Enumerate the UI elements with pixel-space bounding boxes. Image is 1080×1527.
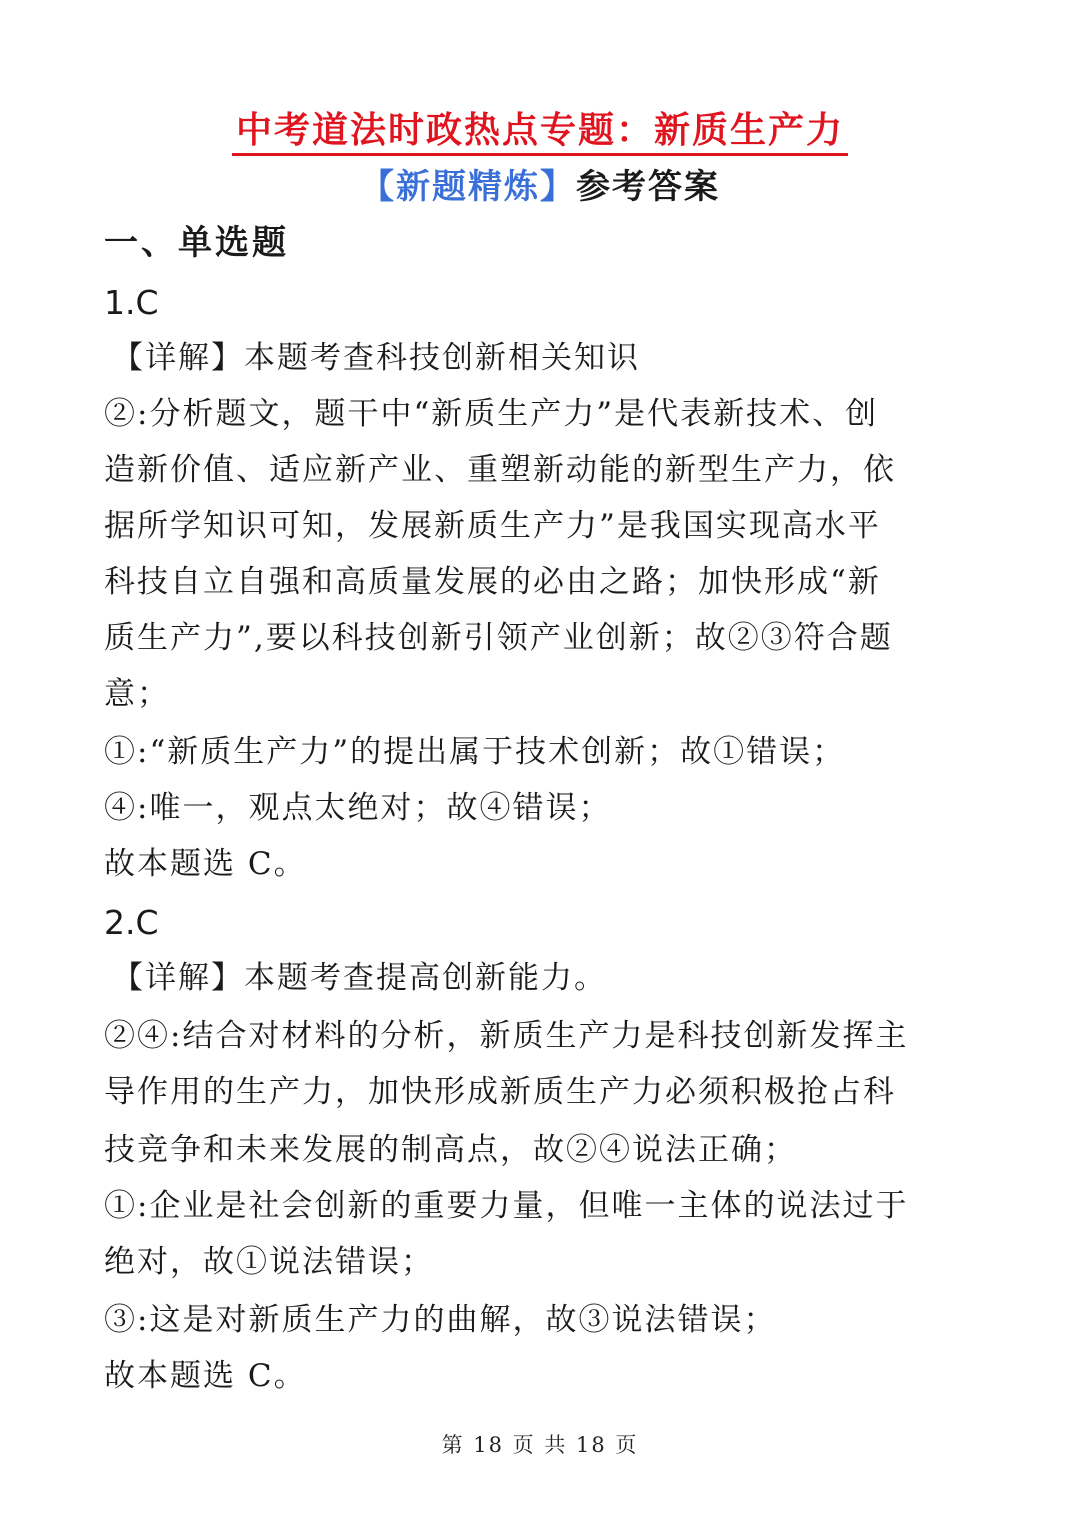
- question-1-answer: 1.C: [104, 283, 159, 322]
- question-1-conclusion: 故本题选 C。: [104, 846, 307, 882]
- page-footer: 第 18 页 共 18 页: [441, 1433, 639, 1457]
- question-2-explanation-line: 绝对，故①说法错误；: [104, 1244, 434, 1280]
- section-heading: 一、单选题: [104, 223, 289, 263]
- question-2-explanation-line: 导作用的生产力，加快形成新质生产力必须积极抢占科: [104, 1074, 896, 1110]
- question-1-explanation-line: 【详解】本题考查科技创新相关知识: [112, 340, 640, 376]
- question-1-explanation-line: 科技自立自强和高质量发展的必由之路；加快形成“新: [104, 564, 881, 600]
- question-1-explanation-line: ①:“新质生产力”的提出属于技术创新；故①错误；: [104, 734, 846, 770]
- question-2-conclusion: 故本题选 C。: [104, 1358, 307, 1394]
- question-2-explanation-line: ③:这是对新质生产力的曲解，故③说法错误；: [104, 1302, 777, 1338]
- question-1-explanation-line: ④:唯一，观点太绝对；故④错误；: [104, 790, 612, 826]
- question-1-explanation-line: 质生产力”,要以科技创新引领产业创新；故②③符合题: [104, 620, 893, 656]
- question-1-explanation-line: 据所学知识可知，发展新质生产力”是我国实现高水平: [104, 508, 881, 544]
- subtitle-bracket-label: 【新题精炼】: [360, 167, 576, 207]
- document-subtitle: [0, 162, 1080, 212]
- question-1-explanation-line: 意；: [104, 676, 170, 712]
- question-2-explanation-line: ②④:结合对材料的分析，新质生产力是科技创新发挥主: [104, 1018, 909, 1054]
- question-1-explanation-line: ②:分析题文，题干中“新质生产力”是代表新技术、创: [104, 396, 879, 432]
- question-2-explanation-line: 技竞争和未来发展的制高点，故②④说法正确；: [104, 1132, 797, 1168]
- document-title-text: 中考道法时政热点专题：新质生产力: [232, 109, 848, 156]
- question-2-explanation-line: ①:企业是社会创新的重要力量，但唯一主体的说法过于: [104, 1188, 909, 1224]
- subtitle-answer-label: 参考答案: [576, 167, 720, 207]
- document-title: [0, 104, 1080, 156]
- question-2-explanation-line: 【详解】本题考查提高创新能力。: [112, 960, 607, 996]
- question-1-explanation-line: 造新价值、适应新产业、重塑新动能的新型生产力，依: [104, 452, 896, 488]
- question-2-answer: 2.C: [104, 903, 159, 942]
